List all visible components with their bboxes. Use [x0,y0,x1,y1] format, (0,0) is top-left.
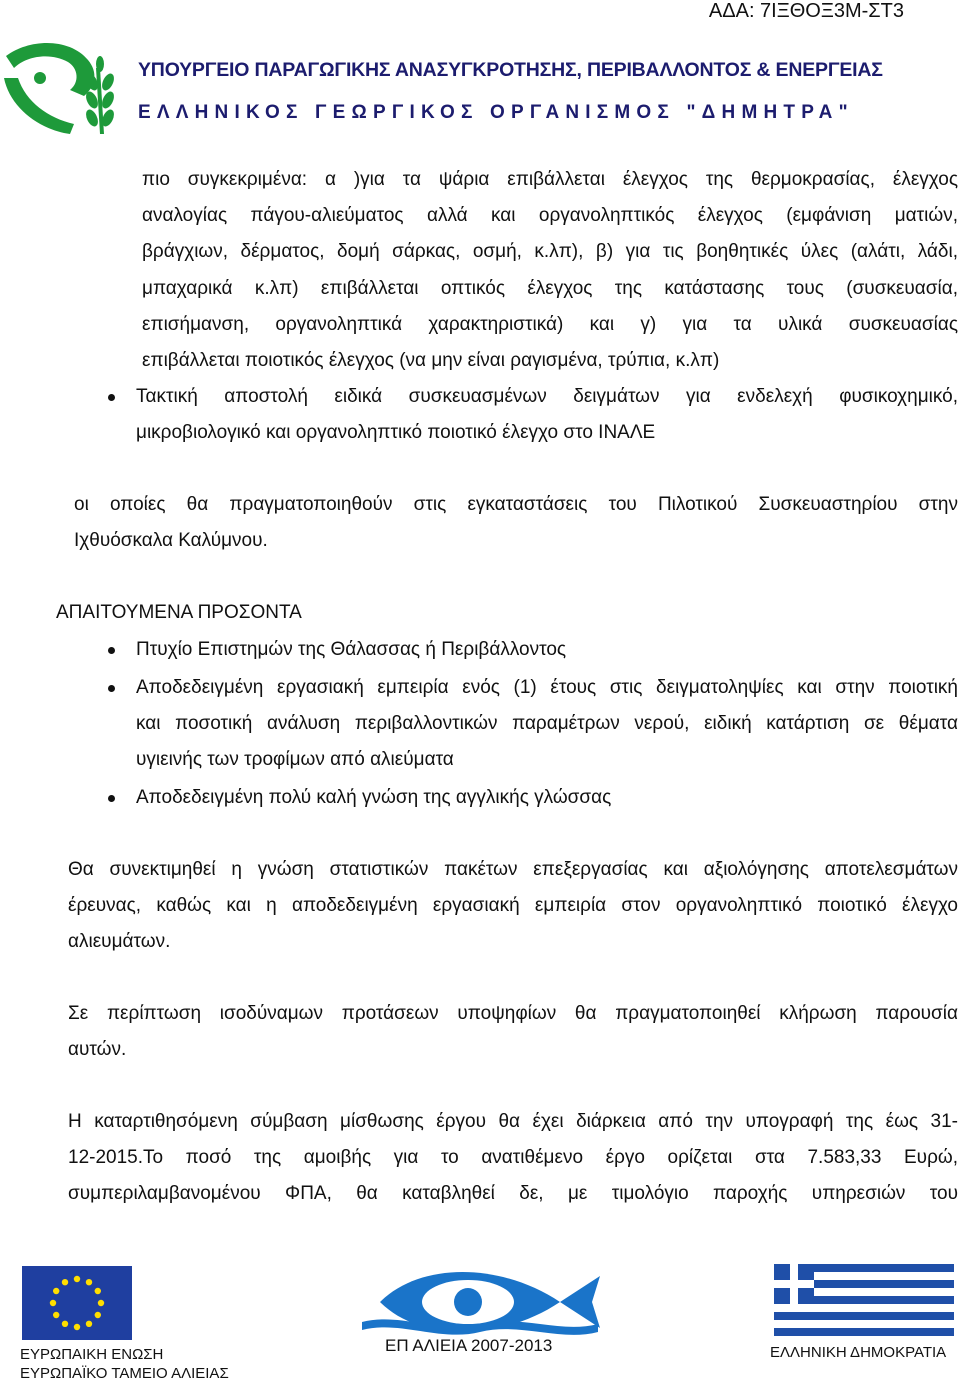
text-line: Σε περίπτωση ισοδύναμων προτάσεων υποψηφίων θα πραγματοποιηθεί κλήρωση παρουσία [68,1003,958,1024]
text-line: οι οποίες θα πραγματοποιηθούν στις εγκαταστάσεις του Πιλοτικού Συσκευαστηρίου στην [74,494,958,515]
text-line: Πτυχίο Επιστημών της Θάλασσας ή Περιβάλλοντος [136,639,567,660]
text-line: βράγχιων, δέρματος, δομή σάρκας, οσμή, κ.λπ), β) για τις βοηθητικές ύλες (αλάτι, λάδι, [142,241,958,263]
bullet-icon [108,685,115,692]
statistics-paragraph [68,852,958,961]
text-line: έρευνας, καθώς και η αποδεδειγμένη εργασιακή εμπειρία στον οργανοληπτικό ποιοτικό έλεγχο [68,895,958,917]
greek-flag-icon [774,1264,954,1336]
ada-code: ΑΔΑ: 7ΙΞΘΟΞ3Μ-ΣΤ3 [708,0,904,22]
text-line: υγιεινής των τροφίμων από αλιεύματα [136,749,454,771]
text-line: μπαχαρικά κ.λπ) επιβάλλεται οπτικός έλεγχος της κατάστασης τους (συσκευασία, [142,277,958,299]
text-line: Η καταρτιθησόμενη σύμβαση μίσθωσης έργου θα έχει διάρκεια από την υπογραφή της έως 31- [68,1111,958,1132]
text-line: αυτών. [68,1039,127,1061]
text-line: αναλογίας πάγου-αλιεύματος αλλά και οργανοληπτικός έλεγχος (εμφάνιση ματιών, [142,205,958,227]
eu-flag-icon [22,1266,132,1340]
text-line: μικροβιολογικό και οργανοληπτικό ποιοτικό έλεγχο στο ΙΝΑΛΕ [136,422,656,444]
alieia-fish-logo [360,1262,605,1340]
requirement-item [136,780,958,816]
text-line: και ποσοτική ανάλυση περιβαλλοντικών παραμέτρων νερού, ειδική κατάρτιση σε θέματα [136,713,958,735]
greek-republic-label: ΕΛΛΗΝΙΚΗ ΔΗΜΟΚΡΑΤΙΑ [770,1344,947,1361]
program-label: ΕΠ ΑΛΙΕΙΑ 2007-2013 [385,1336,553,1355]
organization-name: ΕΛΛΗΝΙΚΟΣ ΓΕΩΡΓΙΚΟΣ ΟΡΓΑΝΙΣΜΟΣ "ΔΗΜΗΤΡΑ" [138,102,854,123]
text-line: επιβάλλεται ποιοτικός έλεγχος (να μην είναι ραγισμένα, τρύπια, κ.λπ) [142,350,720,372]
ministry-name: ΥΠΟΥΡΓΕΙΟ ΠΑΡΑΓΩΓΙΚΗΣ ΑΝΑΣΥΓΚΡΟΤΗΣΗΣ, ΠΕΡΙΒΑΛΛΟΝΤΟΣ & ΕΝΕΡΓΕΙΑΣ [138,59,883,81]
text-line: Θα συνεκτιμηθεί η γνώση στατιστικών πακέτων επεξεργασίας και αξιολόγησης αποτελεσμάτων [68,859,958,880]
text-line: αλιευμάτων. [68,931,171,953]
text-line: Ιχθυόσκαλα Καλύμνου. [74,530,268,552]
text-line: συμπεριλαμβανομένου ΦΠΑ, θα καταβληθεί δε, με τιμολόγιο παροχής υπηρεσιών του [68,1183,958,1205]
bullet-icon [108,394,115,401]
requirement-item [136,632,958,668]
eu-fund-label: ΕΥΡΩΠΑΪΚΟ ΤΑΜΕΙΟ ΑΛΙΕΙΑΣ [20,1365,229,1382]
bullet-icon [108,647,115,654]
text-line: Αποδεδειγμένη πολύ καλή γνώση της αγγλικής γλώσσας [136,787,612,808]
intro-paragraph [142,162,958,379]
ministry-logo [0,38,140,138]
requirements-heading: ΑΠΑΙΤΟΥΜΕΝΑ ΠΡΟΣΟΝΤΑ [56,602,302,623]
text-line: 12-2015.Το ποσό της αμοιβής για το ανατιθέμενο έργο ορίζεται στα 7.583,33 Ευρώ, [68,1147,958,1169]
contract-paragraph [68,1104,958,1213]
bullet-icon [108,795,115,802]
text-line: επισήμανση, οργανοληπτικά χαρακτηριστικά) και γ) για τα υλικά συσκευασίας [142,313,958,335]
eu-label: ΕΥΡΩΠΑΙΚΗ ΕΝΩΣΗ [20,1346,164,1363]
text-line: πιο συγκεκριμένα: α )για τα ψάρια επιβάλλεται έλεγχος της θερμοκρασίας, έλεγχος [142,169,958,190]
location-paragraph [74,487,958,559]
requirement-item [136,670,958,779]
text-line: Αποδεδειγμένη εργασιακή εμπειρία ενός (1) έτους στις δειγματοληψίες και στην ποιοτική [136,677,958,698]
tie-breaker-paragraph [68,996,958,1068]
text-line: Τακτική αποστολή ειδικά συσκευασμένων δειγμάτων για ενδελεχή φυσικοχημικό, [136,386,958,407]
task-bullet-item [136,379,958,451]
